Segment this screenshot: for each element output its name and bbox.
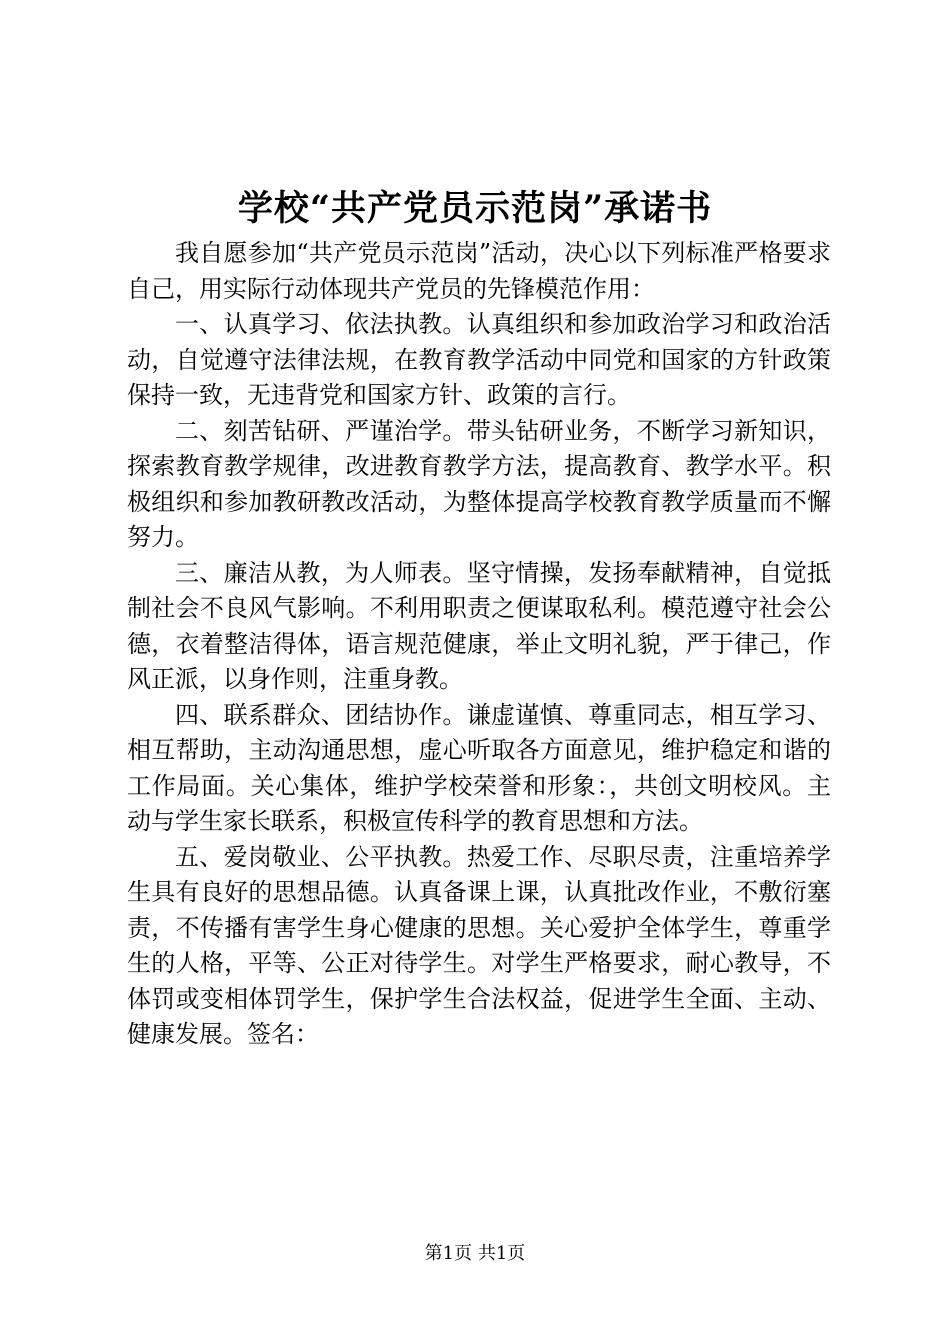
paragraph-item-2: 二、刻苦钻研、严谨治学。带头钻研业务，不断学习新知识，探索教育教学规律，改进教育教学方法，提高教育、教学水平。积极组织和参加教研教改活动，为整体提高学校教育教学质量而不懈努力。	[127, 416, 831, 551]
paragraph-item-1: 一、认真学习、依法执教。认真组织和参加政治学习和政治活动，自觉遵守法律法规，在教育教学活动中同党和国家的方针政策保持一致，无违背党和国家方针、政策的言行。	[127, 310, 831, 409]
page-footer: 第1页 共1页	[424, 1243, 526, 1264]
paragraph-item-5: 五、爱岗敬业、公平执教。热爱工作、尽职尽责，注重培养学生具有良好的思想品德。认真备课上课，认真批改作业，不敷衍塞责，不传播有害学生身心健康的思想。关心爱护全体学生，尊重学生的人格，平等、公正对待学生。对学生严格要求，耐心教导，不体罚或变相体罚学生，保护学生合法权益，促进学生全面、主动、健康发展。签名：	[127, 842, 831, 1048]
paragraph-item-3: 三、廉洁从教，为人师表。坚守情操，发扬奉献精神，自觉抵制社会不良风气影响。不利用职责之便谋取私利。模范遵守社会公德，衣着整洁得体，语言规范健康，举止文明礼貌，严于律己，作风正派，以身作则，注重身教。	[127, 558, 831, 693]
document-body	[127, 236, 831, 1053]
paragraph-item-4: 四、联系群众、团结协作。谦虚谨慎、尊重同志，相互学习、相互帮助，主动沟通思想，虚心听取各方面意见，维护稳定和谐的工作局面。关心集体，维护学校荣誉和形象：，共创文明校风。主动与学生家长联系，积极宣传科学的教育思想和方法。	[127, 700, 831, 835]
document-title: 学校“共产党员示范岗”承诺书	[237, 188, 713, 229]
paragraph-intro: 我自愿参加“共产党员示范岗”活动，决心以下列标准严格要求自己，用实际行动体现共产党员的先锋模范作用：	[127, 239, 831, 303]
